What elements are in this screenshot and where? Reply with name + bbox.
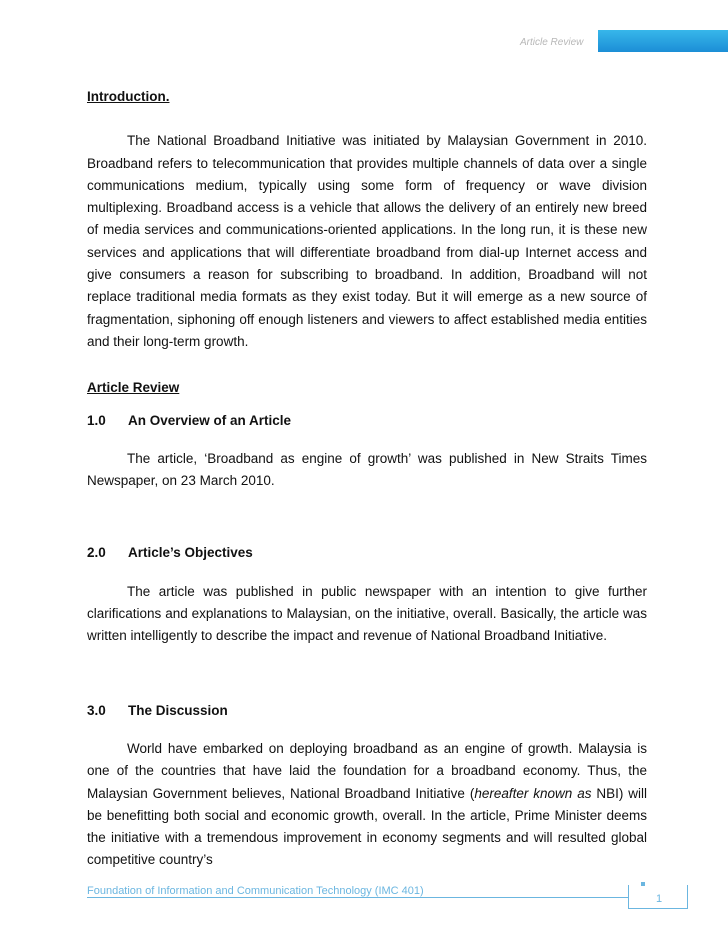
- section-3-paragraph: [87, 738, 647, 872]
- article-review-heading: Article Review: [87, 380, 180, 396]
- intro-paragraph: The National Broadband Initiative was initiated by Malaysian Government in 2010. Broadband refers to telecommunication that provides multiple channels of data over a single communications medium, typically using some form of frequency or wave division multiplexing. Broadband access is a vehicle that allows the delivery of an entirely new breed of media services and communications-oriented applications. In the long run, it is these new services and applications that will differentiate broadband from dial-up Internet access and give consumers a reason for subscribing to broadband. In addition, Broadband will not replace traditional media formats as they exist today. But it will emerge as a new source of fragmentation, siphoning off enough listeners and viewers to affect established media entities and their long-term growth.: [87, 133, 647, 349]
- section-title: An Overview of an Article: [128, 412, 292, 428]
- section-3-italic: hereafter known as: [474, 785, 592, 801]
- section-number: 2.0: [87, 545, 106, 561]
- intro-heading: Introduction.: [87, 89, 170, 104]
- section-number: 1.0: [87, 412, 106, 428]
- header-accent-bar: [598, 30, 728, 52]
- section-3-text-a: World have embarked on deploying broadband as an engine of growth. Malaysia is one of the countries that have laid the foundation for a broadband economy. Thus, the Malaysian Government believes, National Broadband Initiative (: [87, 740, 647, 801]
- document-body: [87, 86, 647, 872]
- section-number: 3.0: [87, 702, 106, 718]
- section-heading-3: [87, 700, 647, 722]
- section-1-paragraph: The article, ‘Broadband as engine of growth’ was published in New Straits Times Newspaper, on 23 March 2010.: [87, 450, 647, 489]
- section-heading-2: [87, 542, 647, 564]
- footer-course-title: Foundation of Information and Communication Technology (IMC 401): [87, 885, 424, 897]
- section-title: The Discussion: [128, 702, 228, 718]
- section-2-paragraph: The article was published in public newspaper with an intention to give further clarifications and explanations to Malaysian, on the initiative, overall. Basically, the article was written intelligently to describe the impact and revenue of National Broadband Initiative.: [87, 583, 647, 644]
- section-heading-1: [87, 410, 647, 432]
- section-title: Article’s Objectives: [128, 545, 253, 561]
- page-number: 1: [656, 893, 663, 905]
- section-3-text-b: NBI) will be benefitting both social and economic growth, overall. In the article, Prime Minister deems the initiative with a tremendous improvement in economy segments and will resulted global competitive country’s: [87, 785, 648, 868]
- footer-divider: [87, 897, 628, 898]
- header-label: Article Review: [520, 37, 584, 48]
